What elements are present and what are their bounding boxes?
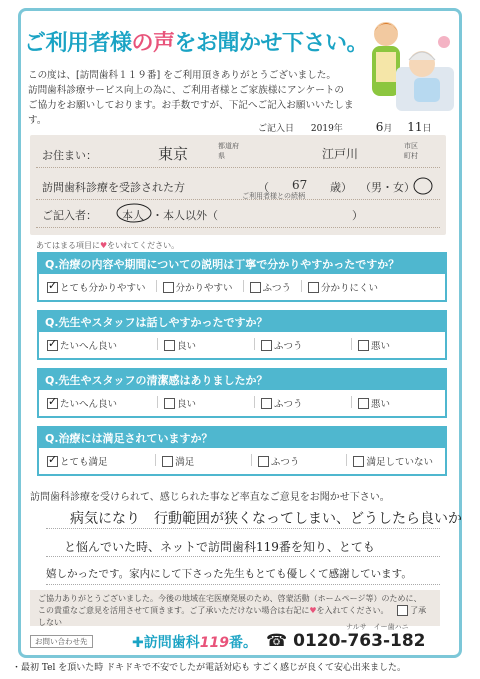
- q1-option-normal[interactable]: ふつう: [250, 280, 292, 294]
- phone-ruby: ナルサ イー歯ハニ: [346, 623, 409, 631]
- heart-check-icon: ♥: [100, 241, 108, 250]
- writer-self: 本人: [122, 209, 144, 222]
- q4-option-satisfied[interactable]: 満足: [162, 454, 241, 468]
- heart-check-icon: ♥: [309, 606, 317, 615]
- q3-option-bad[interactable]: 悪い: [358, 396, 390, 410]
- prefecture-options: 都道府県: [218, 142, 239, 160]
- q2-option-very-good[interactable]: ✓ たいへん良い: [47, 338, 147, 352]
- page-title: ご利用者様の声をお聞かせ下さい。: [24, 31, 369, 56]
- q1-option-very-clear[interactable]: ✓ とても分かりやすい: [47, 280, 146, 294]
- q3-option-good[interactable]: 良い: [164, 396, 244, 410]
- writer-other: ・本人以外（: [152, 209, 218, 222]
- city-options-1: 市区: [404, 142, 418, 150]
- comment-line-1: 病気になり 行動範囲が狭くなってしまい、どうしたら良いか: [70, 511, 462, 527]
- question-2: Q.先生やスタッフは話しやすかったですか？ ✓ たいへん良い 良い ふつう 悪い: [37, 310, 447, 360]
- age-unit: 歳）: [330, 181, 352, 194]
- respondent-info-box: お住まい： 東京 都道府県 江戸川 市区 町村 訪問歯科診療を受診された方 （ 67 歳） （男・女） ご利用者様との続柄 ご記入者： 本人 ・本人以外（ ）: [30, 135, 446, 235]
- gender-circle-mark: [412, 175, 434, 197]
- age-value: 67: [292, 178, 308, 192]
- caregiver-illustration-icon: [356, 12, 456, 120]
- footer: [30, 623, 440, 652]
- tooth-icon: ✚: [132, 635, 144, 651]
- date-line: ご記入日 2019年 6月 11日: [258, 120, 432, 134]
- q4-option-not-satisfied[interactable]: 満足していない: [353, 454, 433, 468]
- city-options-2: 町村: [404, 152, 418, 160]
- q1-option-clear[interactable]: 分かりやすい: [163, 280, 233, 294]
- comment-line-3: 嬉しかったです。家内にして下さった先生もとても優しくて感謝しています。: [46, 568, 412, 580]
- address-label: お住まい：: [42, 149, 97, 162]
- q4-option-very-satisfied[interactable]: ✓ とても満足: [47, 454, 145, 468]
- q3-option-very-good[interactable]: ✓ たいへん良い: [47, 396, 147, 410]
- comment-heading: 訪問歯科診療を受けられて、感じられた事など率直なご意見をお聞かせ下さい。: [30, 492, 390, 503]
- question-1: Q.治療の内容や期間についての説明は丁寧で分かりやすかったですか？ ✓ とても分かりやすい 分かりやすい ふつう 分かりにくい: [37, 252, 447, 302]
- comment-line-2: と悩んでいた時、ネットで訪問歯科119番を知り、とても: [64, 540, 375, 554]
- handwritten-note-below: ・最初 Tel を頂いた時 ドキドキで不安でしたが電話対応も すごく感じが良くて安心出来ました。: [12, 663, 406, 673]
- consent-notice: ご協力ありがとうございました。今後の地域在宅医療発展のため、啓蒙活動（ホームページ等）のために、 この貴重なご意見を活用させて頂きます。ご了承いただけない場合は右記に♥を入れてください。 了承しない: [30, 590, 440, 626]
- city-value: 江戸川: [322, 147, 359, 161]
- patient-label: 訪問歯科診療を受診された方: [42, 181, 185, 194]
- q4-option-normal[interactable]: ふつう: [258, 454, 337, 468]
- mark-instruction: あてはまる項目に♥をいれてください。: [36, 241, 180, 250]
- writer-circle-mark: [114, 201, 154, 225]
- question-3: Q.先生やスタッフの清潔感はありましたか？ ✓ たいへん良い 良い ふつう 悪い: [37, 368, 447, 418]
- refuse-checkbox[interactable]: [397, 605, 408, 616]
- q2-option-good[interactable]: 良い: [164, 338, 244, 352]
- gender-choice: （男・女）: [360, 181, 415, 194]
- q2-option-bad[interactable]: 悪い: [358, 338, 390, 352]
- phone-icon: ☎: [266, 631, 288, 651]
- relation-note: ご利用者様との続柄: [242, 192, 305, 200]
- phone-number[interactable]: ☎ 0120-763-182: [266, 631, 426, 651]
- prefecture-value: 東京: [158, 145, 189, 163]
- question-4: Q.治療には満足されていますか？ ✓ とても満足 満足 ふつう 満足していない: [37, 426, 447, 476]
- q3-option-normal[interactable]: ふつう: [261, 396, 341, 410]
- contact-label: お問い合わせ先: [30, 635, 93, 648]
- writer-label: ご記入者：: [42, 209, 97, 222]
- company-logo: ✚訪問歯科119番。: [132, 635, 257, 651]
- intro-text: この度は、[訪問歯科１１９番] をご利用頂きありがとうございました。 訪問歯科診療サービス向上の為に、ご利用者様とご家族様にアンケートの ご協力をお願いしております。お手数ですが、下記へご記入お願いいたします。: [28, 70, 354, 126]
- q2-option-normal[interactable]: ふつう: [261, 338, 341, 352]
- q1-option-unclear[interactable]: 分かりにくい: [308, 280, 378, 294]
